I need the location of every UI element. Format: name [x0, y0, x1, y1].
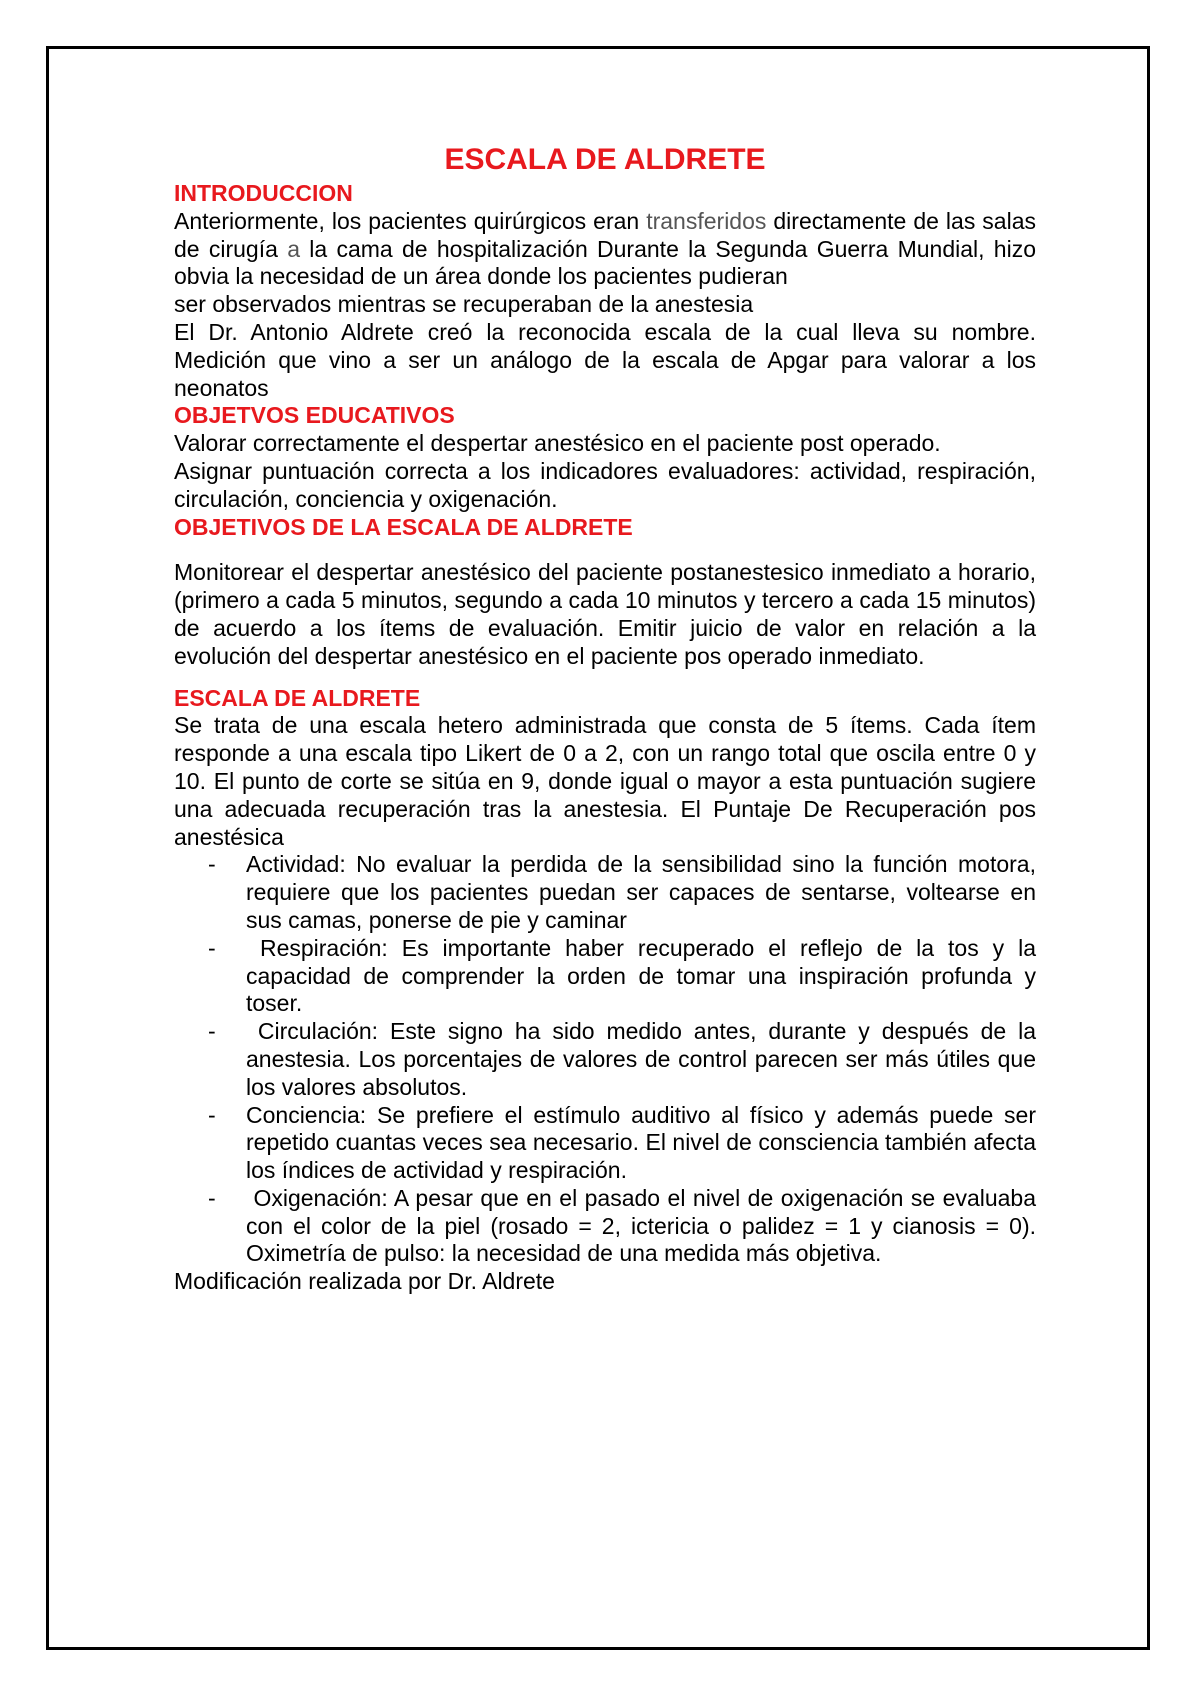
intro-p1-part-c: directamente de las salas de cirugía	[174, 207, 1037, 262]
document-title: ESCALA DE ALDRETE	[444, 143, 766, 176]
objetivos-educativos-paragraph-1: Valorar correctamente el despertar anestésico en el paciente post operado.	[174, 430, 941, 457]
intro-p1-part-a: Anteriormente, los pacientes quirúrgicos eran	[174, 207, 647, 234]
escala-footer-note: Modificación realizada por Dr. Aldrete	[174, 1268, 555, 1295]
list-item-text: Actividad: No evaluar la perdida de la sensibilidad sino la función motora, requiere que los pacientes puedan ser capaces de sentarse, voltearse en sus camas, ponerse de pie y caminar	[246, 851, 1036, 933]
section-heading-introduccion: INTRODUCCION	[174, 180, 353, 206]
intro-p1-highlight-transferidos: transferidos	[646, 207, 767, 234]
document-body	[174, 142, 1049, 1296]
section-heading-objetivos-escala: OBJETIVOS DE LA ESCALA DE ALDRETE	[174, 513, 633, 540]
dash-bullet: -	[208, 1101, 216, 1128]
escala-paragraph-1: Se trata de una escala hetero administrada que consta de 5 ítems. Cada ítem responde a una escala tipo Likert de 0 a 2, con un rango total que oscila entre 0 y 10. El punto de corte se sitúa en 9, donde igual o mayor a esta puntuación sugiere una adecuada recuperación tras la anestesia. El Puntaje De Recuperación pos anestésica	[174, 712, 1036, 850]
objetivos-educativos-paragraph-2: Asignar puntuación correcta a los indicadores evaluadores: actividad, respiración, circulación, conciencia y oxigenación.	[174, 457, 1036, 512]
section-heading-escala: ESCALA DE ALDRETE	[174, 684, 421, 711]
list-item	[174, 1102, 1036, 1185]
intro-paragraph-3: El Dr. Antonio Aldrete creó la reconocida escala de la cual lleva su nombre. Medición que vino a ser un análogo de la escala de Apgar para valorar a los neonatos	[174, 318, 1036, 401]
intro-p1-part-e: la cama de hospitalización Durante la Segunda Guerra Mundial, hizo obvia la necesidad de un área donde los pacientes pudieran	[174, 235, 1036, 290]
list-item-text: Oxigenación: A pesar que en el pasado el nivel de oxigenación se evaluaba con el color de la piel (rosado = 2, ictericia o palidez = 1 y cianosis = 0). Oximetría de pulso: la necesidad de una medida más objetiva.	[246, 1184, 1049, 1267]
list-item-text: Conciencia: Se prefiere el estímulo auditivo al físico y además puede ser repetido cuantas veces sea necesario. El nivel de consciencia también afecta los índices de actividad y respiración.	[246, 1101, 1036, 1184]
list-item	[174, 851, 1036, 934]
list-item-text: Circulación: Este signo ha sido medido antes, durante y después de la anestesia. Los porcentajes de valores de control parecen ser más útiles que los valores absolutos.	[246, 1018, 1043, 1100]
list-item-text: Respiración: Es importante haber recuperado el reflejo de la tos y la capacidad de comprender la orden de tomar una inspiración profunda y toser.	[246, 934, 1043, 1017]
objetivos-escala-paragraph-1: Monitorear el despertar anestésico del paciente postanestesico inmediato a horario, (primero a cada 5 minutos, segundo a cada 10 minutos y tercero a cada 15 minutos) de acuerdo a los ítems de evaluación. Emitir juicio de valor en relación a la evolución del despertar anestésico en el paciente pos operado inmediato.	[174, 559, 1036, 669]
intro-paragraph-2: ser observados mientras se recuperaban de la anestesia	[174, 291, 754, 318]
dash-bullet: -	[208, 934, 216, 961]
escala-items-list	[174, 851, 1049, 1268]
dash-bullet: -	[208, 851, 216, 878]
dash-bullet: -	[208, 1184, 216, 1211]
dash-bullet: -	[208, 1018, 216, 1045]
spacer	[174, 541, 1036, 559]
list-item	[174, 1018, 1043, 1101]
list-item	[174, 934, 1043, 1018]
spacer	[174, 671, 1036, 685]
intro-p1-highlight-a: a	[287, 235, 300, 262]
list-item	[174, 1184, 1049, 1268]
intro-paragraph-1	[174, 208, 1036, 291]
section-heading-objetivos-educativos: OBJETVOS EDUCATIVOS	[174, 402, 455, 429]
